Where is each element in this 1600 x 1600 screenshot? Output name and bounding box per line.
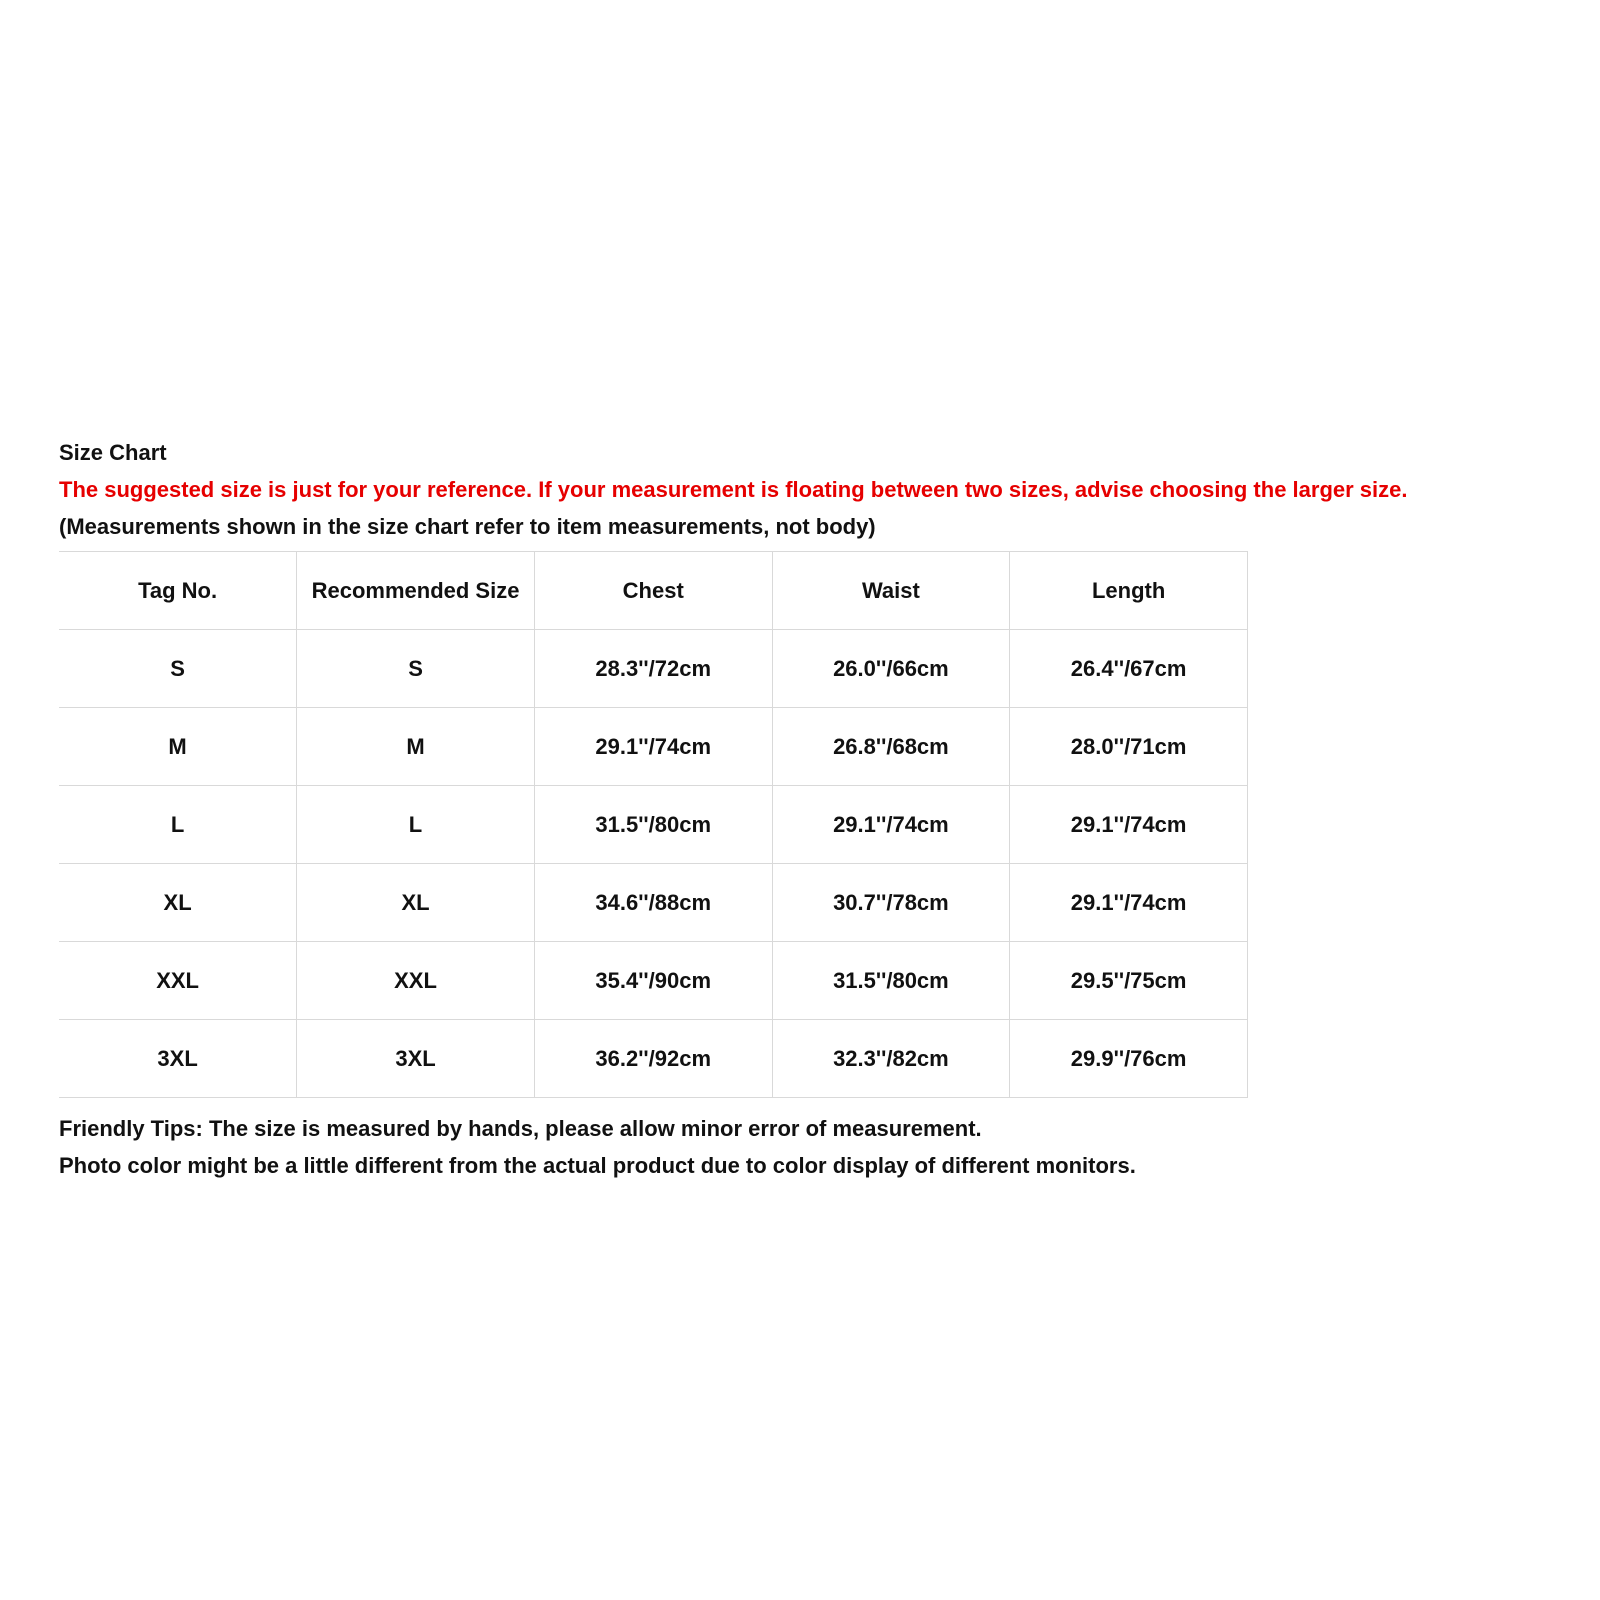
cell-waist: 31.5''/80cm — [772, 942, 1010, 1020]
header-tag-no: Tag No. — [59, 552, 297, 630]
friendly-tips — [59, 1110, 1559, 1184]
cell-chest: 28.3''/72cm — [534, 630, 772, 708]
cell-tag-no: M — [59, 708, 297, 786]
tip-line: Friendly Tips: The size is measured by hands, please allow minor error of measurement. — [59, 1116, 982, 1141]
cell-waist: 29.1''/74cm — [772, 786, 1010, 864]
cell-length: 29.1''/74cm — [1010, 786, 1248, 864]
cell-length: 26.4''/67cm — [1010, 630, 1248, 708]
cell-length: 28.0''/71cm — [1010, 708, 1248, 786]
cell-length: 29.1''/74cm — [1010, 864, 1248, 942]
cell-length: 29.5''/75cm — [1010, 942, 1248, 1020]
table-header-row — [59, 552, 1248, 630]
cell-tag-no: L — [59, 786, 297, 864]
cell-tag-no: XXL — [59, 942, 297, 1020]
header-recommended-size: Recommended Size — [297, 552, 535, 630]
cell-chest: 34.6''/88cm — [534, 864, 772, 942]
cell-tag-no: S — [59, 630, 297, 708]
cell-waist: 26.0''/66cm — [772, 630, 1010, 708]
table-row — [59, 942, 1248, 1020]
cell-length: 29.9''/76cm — [1010, 1020, 1248, 1098]
cell-tag-no: 3XL — [59, 1020, 297, 1098]
page-title: Size Chart — [59, 440, 167, 465]
table-row — [59, 630, 1248, 708]
cell-chest: 29.1''/74cm — [534, 708, 772, 786]
cell-recommended-size: S — [297, 630, 535, 708]
table-row — [59, 864, 1248, 942]
cell-waist: 32.3''/82cm — [772, 1020, 1010, 1098]
cell-waist: 30.7''/78cm — [772, 864, 1010, 942]
cell-recommended-size: L — [297, 786, 535, 864]
tip-line: Photo color might be a little different from the actual product due to color display of different monitors. — [59, 1153, 1136, 1178]
measurement-note: (Measurements shown in the size chart refer to item measurements, not body) — [59, 514, 876, 539]
size-table — [59, 551, 1248, 1098]
cell-recommended-size: M — [297, 708, 535, 786]
table-row — [59, 1020, 1248, 1098]
size-notice: The suggested size is just for your reference. If your measurement is floating between two sizes, advise choosing the larger size. — [59, 477, 1408, 502]
cell-chest: 36.2''/92cm — [534, 1020, 772, 1098]
cell-recommended-size: XL — [297, 864, 535, 942]
cell-tag-no: XL — [59, 864, 297, 942]
cell-recommended-size: XXL — [297, 942, 535, 1020]
header-waist: Waist — [772, 552, 1010, 630]
cell-waist: 26.8''/68cm — [772, 708, 1010, 786]
header-chest: Chest — [534, 552, 772, 630]
table-row — [59, 708, 1248, 786]
table-row — [59, 786, 1248, 864]
cell-recommended-size: 3XL — [297, 1020, 535, 1098]
size-chart-sheet — [59, 438, 1559, 1184]
header-length: Length — [1010, 552, 1248, 630]
cell-chest: 35.4''/90cm — [534, 942, 772, 1020]
cell-chest: 31.5''/80cm — [534, 786, 772, 864]
